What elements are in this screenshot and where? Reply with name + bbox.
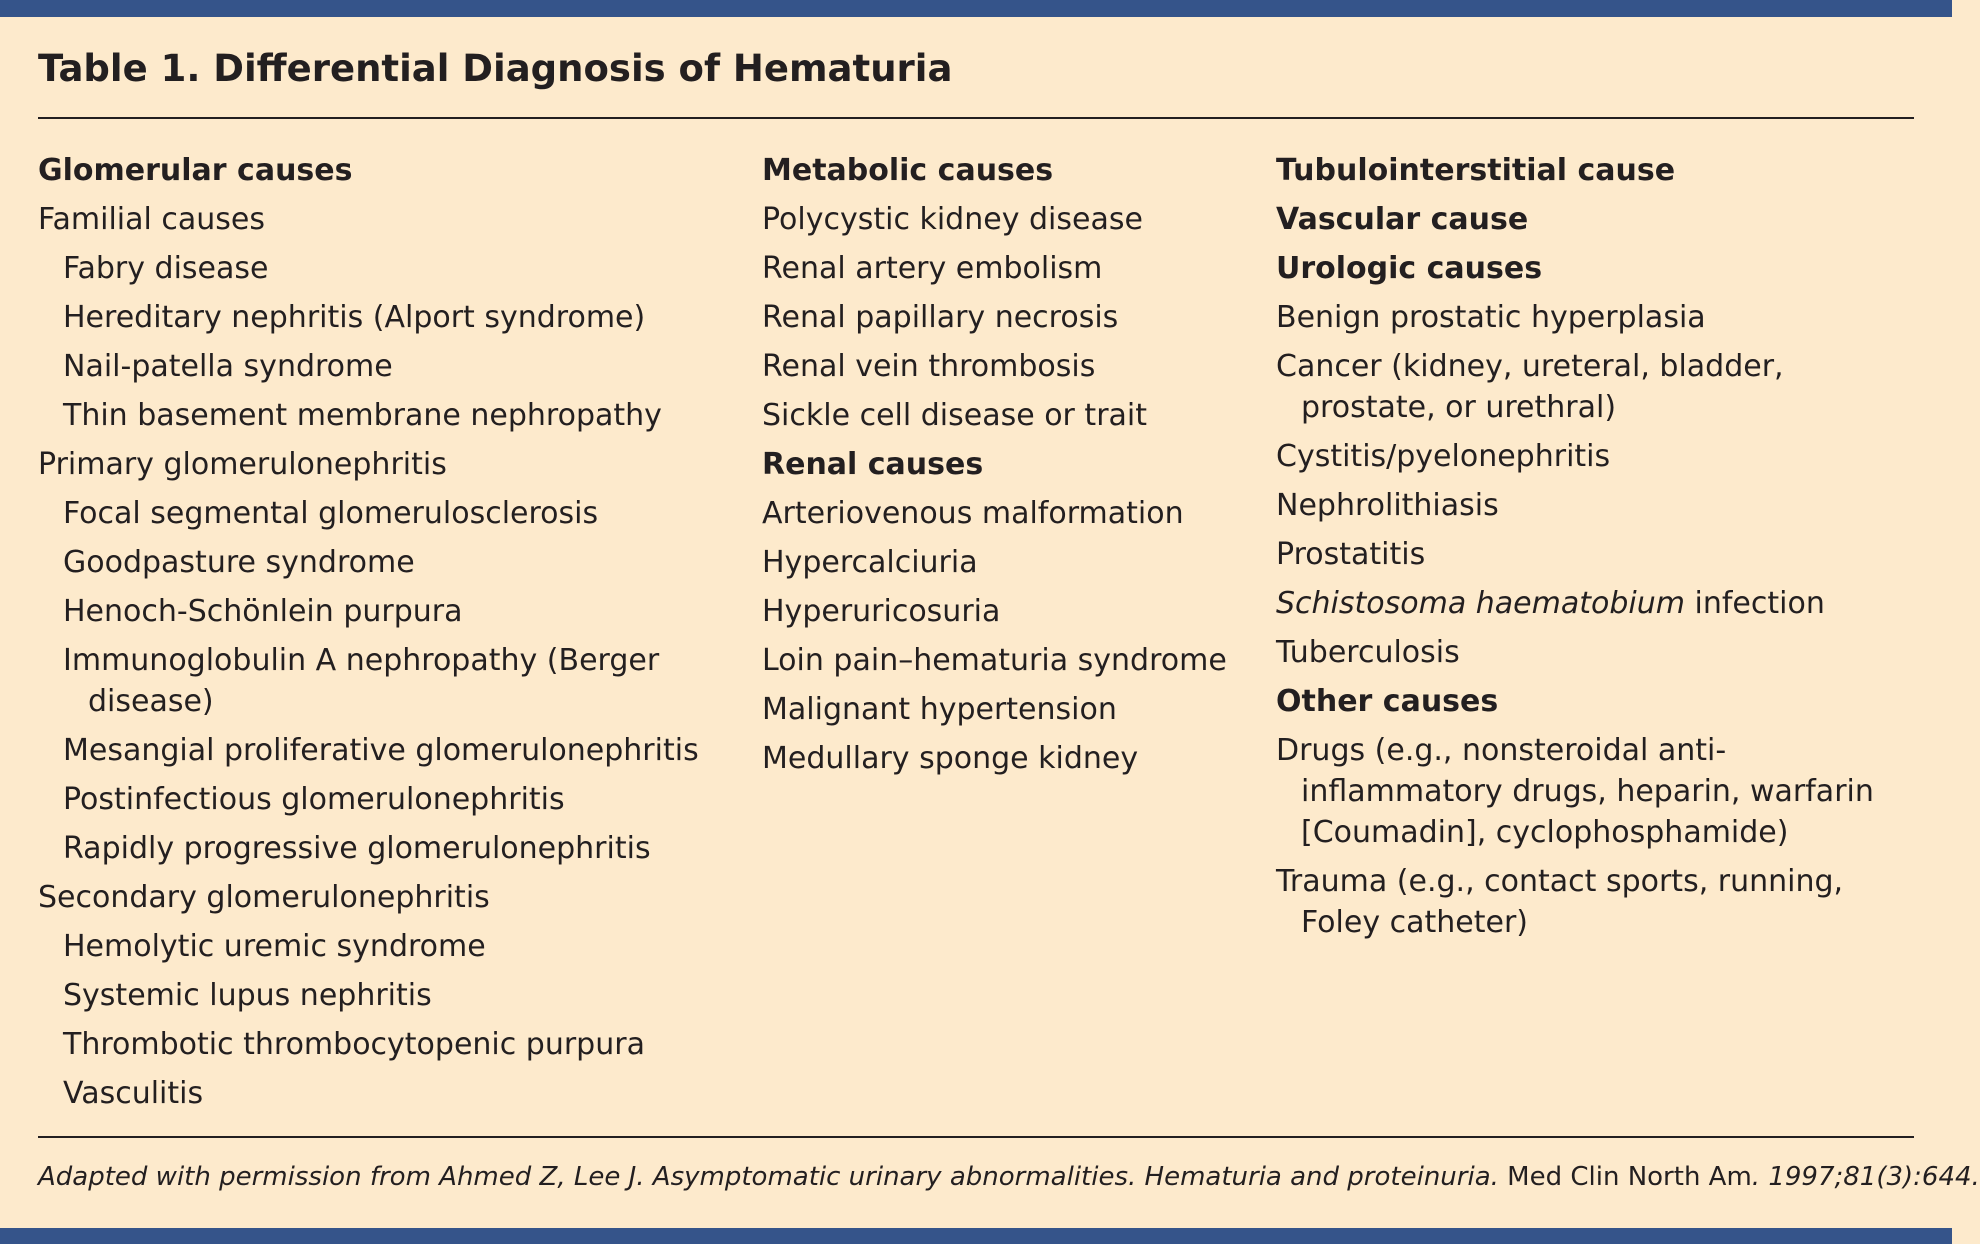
subsection-heading: Primary glomerulonephritis [38,447,447,482]
list-item: Systemic lupus nephritis [63,978,432,1013]
footnote-citation: Adapted with permission from Ahmed Z, Lee J. Asymptomatic urinary abnormalities. Hematuria and proteinuria. [38,1162,1499,1192]
source-footnote [38,1160,1980,1194]
list-item: Tuberculosis [1276,635,1460,670]
list-item: Prostatitis [1276,537,1426,572]
section-heading: Glomerular causes [38,153,353,188]
list-item: Hemolytic uremic syndrome [63,929,486,964]
list-item: Goodpasture syndrome [63,545,415,580]
list-item: Renal vein thrombosis [762,349,1096,384]
list-item: Henoch-Schönlein purpura [63,594,463,629]
organism-name: Schistosoma haematobium [1276,586,1685,621]
list-item: Thrombotic thrombocytopenic purpura [63,1027,645,1062]
section-heading: Other causes [1276,684,1499,719]
list-item: Malignant hypertension [762,692,1117,727]
list-item: Nail-patella syndrome [63,349,393,384]
list-item: Mesangial proliferative glomerulonephritis [63,733,699,768]
list-item: Nephrolithiasis [1276,488,1499,523]
column-other [1276,150,1916,951]
list-item [1276,583,1916,624]
list-item: Hyperuricosuria [762,594,1001,629]
footnote-volume: . 1997;81(3):644. [1751,1162,1980,1192]
footnote-journal: Med Clin North Am [1498,1162,1752,1192]
column-glomerular [38,150,728,1122]
list-item: Hypercalciuria [762,545,978,580]
title-divider [38,117,1914,119]
table-title: Table 1. Differential Diagnosis of Hematuria [38,47,953,90]
list-item: Rapidly progressive glomerulonephritis [63,831,651,866]
list-item: Benign prostatic hyperplasia [1276,300,1706,335]
list-item: Thin basement membrane nephropathy [63,398,662,433]
column-metabolic-renal [762,150,1262,787]
section-heading: Tubulointerstitial cause [1276,153,1676,188]
list-item: Postinfectious glomerulonephritis [63,782,565,817]
list-item: Medullary sponge kidney [762,741,1139,776]
list-item: Fabry disease [63,251,269,286]
section-heading: Vascular cause [1276,202,1529,237]
list-item: Sickle cell disease or trait [762,398,1148,433]
list-item: Focal segmental glomerulosclerosis [63,496,599,531]
footnote-divider [38,1136,1914,1138]
organism-suffix: infection [1684,586,1825,621]
list-item: Renal papillary necrosis [762,300,1119,335]
list-item: Polycystic kidney disease [762,202,1143,237]
list-item: Drugs (e.g., nonsteroidal anti-inflammatory drugs, heparin, warfarin [Coumadin], cyclophosphamide) [1276,733,1874,850]
top-accent-bar [0,0,1952,17]
list-item: Hereditary nephritis (Alport syndrome) [63,300,646,335]
list-item: Loin pain–hematuria syndrome [762,643,1227,678]
list-item: Trauma (e.g., contact sports, running, Foley catheter) [1276,864,1844,940]
list-item: Cystitis/pyelonephritis [1276,439,1611,474]
list-item: Arteriovenous malformation [762,496,1184,531]
list-item: Vasculitis [63,1076,204,1111]
subsection-heading: Secondary glomerulonephritis [38,880,490,915]
list-item: Cancer (kidney, ureteral, bladder, prostate, or urethral) [1276,349,1784,425]
bottom-accent-bar [0,1228,1952,1244]
subsection-heading: Familial causes [38,202,265,237]
list-item: Immunoglobulin A nephropathy (Berger disease) [63,643,660,719]
list-item: Renal artery embolism [762,251,1103,286]
section-heading: Urologic causes [1276,251,1543,286]
section-heading: Metabolic causes [762,153,1054,188]
section-heading: Renal causes [762,447,984,482]
